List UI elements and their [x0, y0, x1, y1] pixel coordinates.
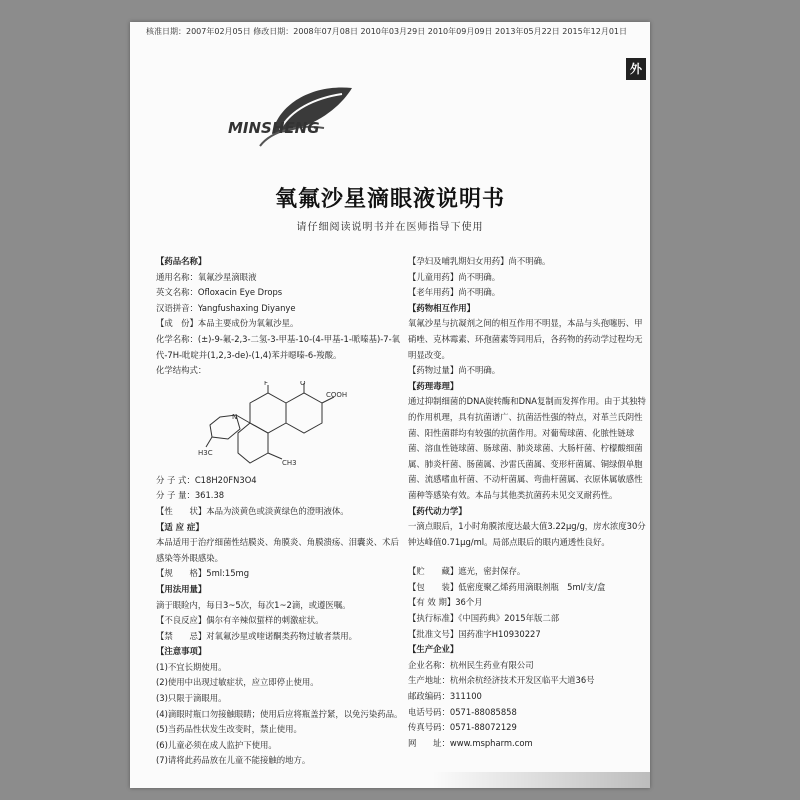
- approval-number: 【批准文号】国药准字H10930227: [408, 628, 541, 639]
- manufacturer-heading: 【生产企业】: [408, 644, 459, 655]
- pinyin-name: 汉语拼音：Yangfushaxing Diyanye: [156, 302, 296, 313]
- company-name: 企业名称：杭州民生药业有限公司: [408, 659, 534, 670]
- atom-f: F: [264, 380, 269, 387]
- caution-item: (1)不宜长期使用。: [156, 661, 227, 672]
- standard: 【执行标准】《中国药典》2015年版二部: [408, 613, 560, 624]
- right-column: [408, 254, 648, 751]
- left-column: [156, 254, 404, 769]
- composition: 【成 份】本品主要成份为氧氟沙星。: [156, 318, 299, 329]
- page-subtitle: 请仔细阅读说明书并在医师指导下使用: [296, 222, 484, 233]
- external-use-badge: 外: [626, 58, 646, 80]
- usage-heading: 【用法用量】: [156, 583, 207, 594]
- caution-item: (5)当药品性状发生改变时，禁止使用。: [156, 724, 302, 735]
- cautions-heading: 【注意事项】: [156, 646, 207, 657]
- atom-o: O: [300, 380, 306, 387]
- group-ch3: CH3: [282, 458, 297, 467]
- generic-name: 通用名称：氧氟沙星滴眼液: [156, 271, 257, 282]
- revision-dates: 核准日期：2007年02月05日 修改日期：2008年07月08日 2010年03月29日 2010年09月09日 2013年05月22日 2015年12月01日: [130, 22, 650, 42]
- packaging: 【包 装】低密度聚乙烯药用滴眼剂瓶 5ml/支/盒: [408, 581, 606, 592]
- specification: 【规 格】5ml:15mg: [156, 568, 250, 579]
- appearance: 【性 状】本品为淡黄色或淡黄绿色的澄明液体。: [156, 505, 349, 516]
- pharmacology-text: 通过抑制细菌的DNA旋转酶和DNA复制而发挥作用。由于其独特的作用机理，具有抗菌谱广、抗菌活性强的特点，对革兰氏阴性菌、阳性菌群均有较强的抗菌作用。对葡萄球菌、化脓性链球菌、溶血性链球菌、肠球菌、肺炎球菌、大肠杆菌、柠檬酸细菌属、肺炎杆菌、肠菌属、沙雷氏菌属、变形杆菌属、铜绿假单胞菌、流感嗜血杆菌、不动杆菌属、弯曲杆菌属、衣原体属敏感性菌种等感染有效。本品与其他类抗菌药未见交叉耐药性。: [408, 396, 646, 500]
- pharmacokinetics-heading: 【药代动力学】: [408, 505, 467, 516]
- postcode: 邮政编码：311100: [408, 691, 482, 702]
- leaflet-sheet: [130, 22, 650, 788]
- contraindications: 【禁 忌】对氧氟沙星或喹诺酮类药物过敏者禁用。: [156, 630, 357, 641]
- structure-label: 化学结构式：: [156, 365, 207, 376]
- group-h3c: H3C: [198, 448, 213, 457]
- phone: 电话号码：0571-88085858: [408, 706, 517, 717]
- pregnancy-use: 【孕妇及哺乳期妇女用药】尚不明确。: [408, 256, 551, 266]
- pharmacokinetics-text: 一滴点眼后，1小时角膜浓度达最大值3.22μg/g，房水浓度30分钟达峰值0.71μg/ml。局部点眼后的眼内通透性良好。: [408, 521, 646, 547]
- interaction-heading: 【药物相互作用】: [408, 302, 475, 313]
- molecular-weight: 分 子 量：361.38: [156, 490, 225, 501]
- company-address: 生产地址：杭州余杭经济技术开发区临平大道36号: [408, 675, 595, 686]
- brand-text: MINSHENG: [228, 119, 320, 137]
- chemical-name: 化学名称：(±)-9-氟-2,3-二氢-3-甲基-10-(4-甲基-1-哌嗪基)-7-氧代-7H-吡啶并(1,2,3-de)-(1,4)苯并噁嗪-6-羧酸。: [156, 333, 400, 360]
- caution-item: (4)滴眼时瓶口勿接触眼睛；使用后应将瓶盖拧紧，以免污染药品。: [156, 708, 403, 719]
- adverse-reactions: 【不良反应】偶尔有辛辣似蜇样的刺激症状。: [156, 615, 324, 626]
- page-title: 氧氟沙星滴眼液说明书: [274, 186, 505, 212]
- indication-heading: 【适 应 症】: [156, 521, 204, 532]
- fax: 传真号码：0571-88072129: [408, 722, 517, 733]
- caution-item: (2)使用中出现过敏症状，应立即停止使用。: [156, 677, 319, 688]
- overdose: 【药物过量】尚不明确。: [408, 365, 501, 376]
- drug-name-heading: 【药品名称】: [156, 256, 207, 266]
- pharmacology-heading: 【药理毒理】: [408, 380, 459, 391]
- interaction-text: 氧氟沙星与抗凝剂之间的相互作用不明显，本品与头孢噻肟、甲硝唑、克林霉素、环孢菌素等同用后，各药物的药动学过程均无明显改变。: [408, 318, 643, 360]
- geriatric-use: 【老年用药】尚不明确。: [408, 287, 501, 298]
- minsheng-logo: [220, 80, 380, 150]
- website: 网 址：www.mspharm.com: [408, 737, 533, 748]
- pediatric-use: 【儿童用药】尚不明确。: [408, 271, 501, 282]
- caution-item: (7)请将此药品放在儿童不能接触的地方。: [156, 755, 311, 766]
- atom-n: N: [232, 412, 238, 421]
- molecular-formula: 分 子 式：C18H20FN3O4: [156, 474, 257, 485]
- caution-item: (6)儿童必须在成人监护下使用。: [156, 739, 277, 750]
- usage-text: 滴于眼睑内，每日3~5次，每次1~2滴，或遵医嘱。: [156, 599, 351, 610]
- storage: 【贮 藏】遮光，密封保存。: [408, 566, 526, 577]
- chemical-structure-diagram: [198, 381, 348, 471]
- page-curl-shadow: [432, 772, 650, 788]
- english-name: 英文名称：Ofloxacin Eye Drops: [156, 287, 283, 298]
- shelf-life: 【有 效 期】36个月: [408, 597, 483, 608]
- indication-text: 本品适用于治疗细菌性结膜炎、角膜炎、角膜溃疡、泪囊炎、术后感染等外眼感染。: [156, 537, 399, 563]
- caution-item: (3)只限于滴眼用。: [156, 693, 227, 704]
- group-cooh: COOH: [326, 390, 348, 399]
